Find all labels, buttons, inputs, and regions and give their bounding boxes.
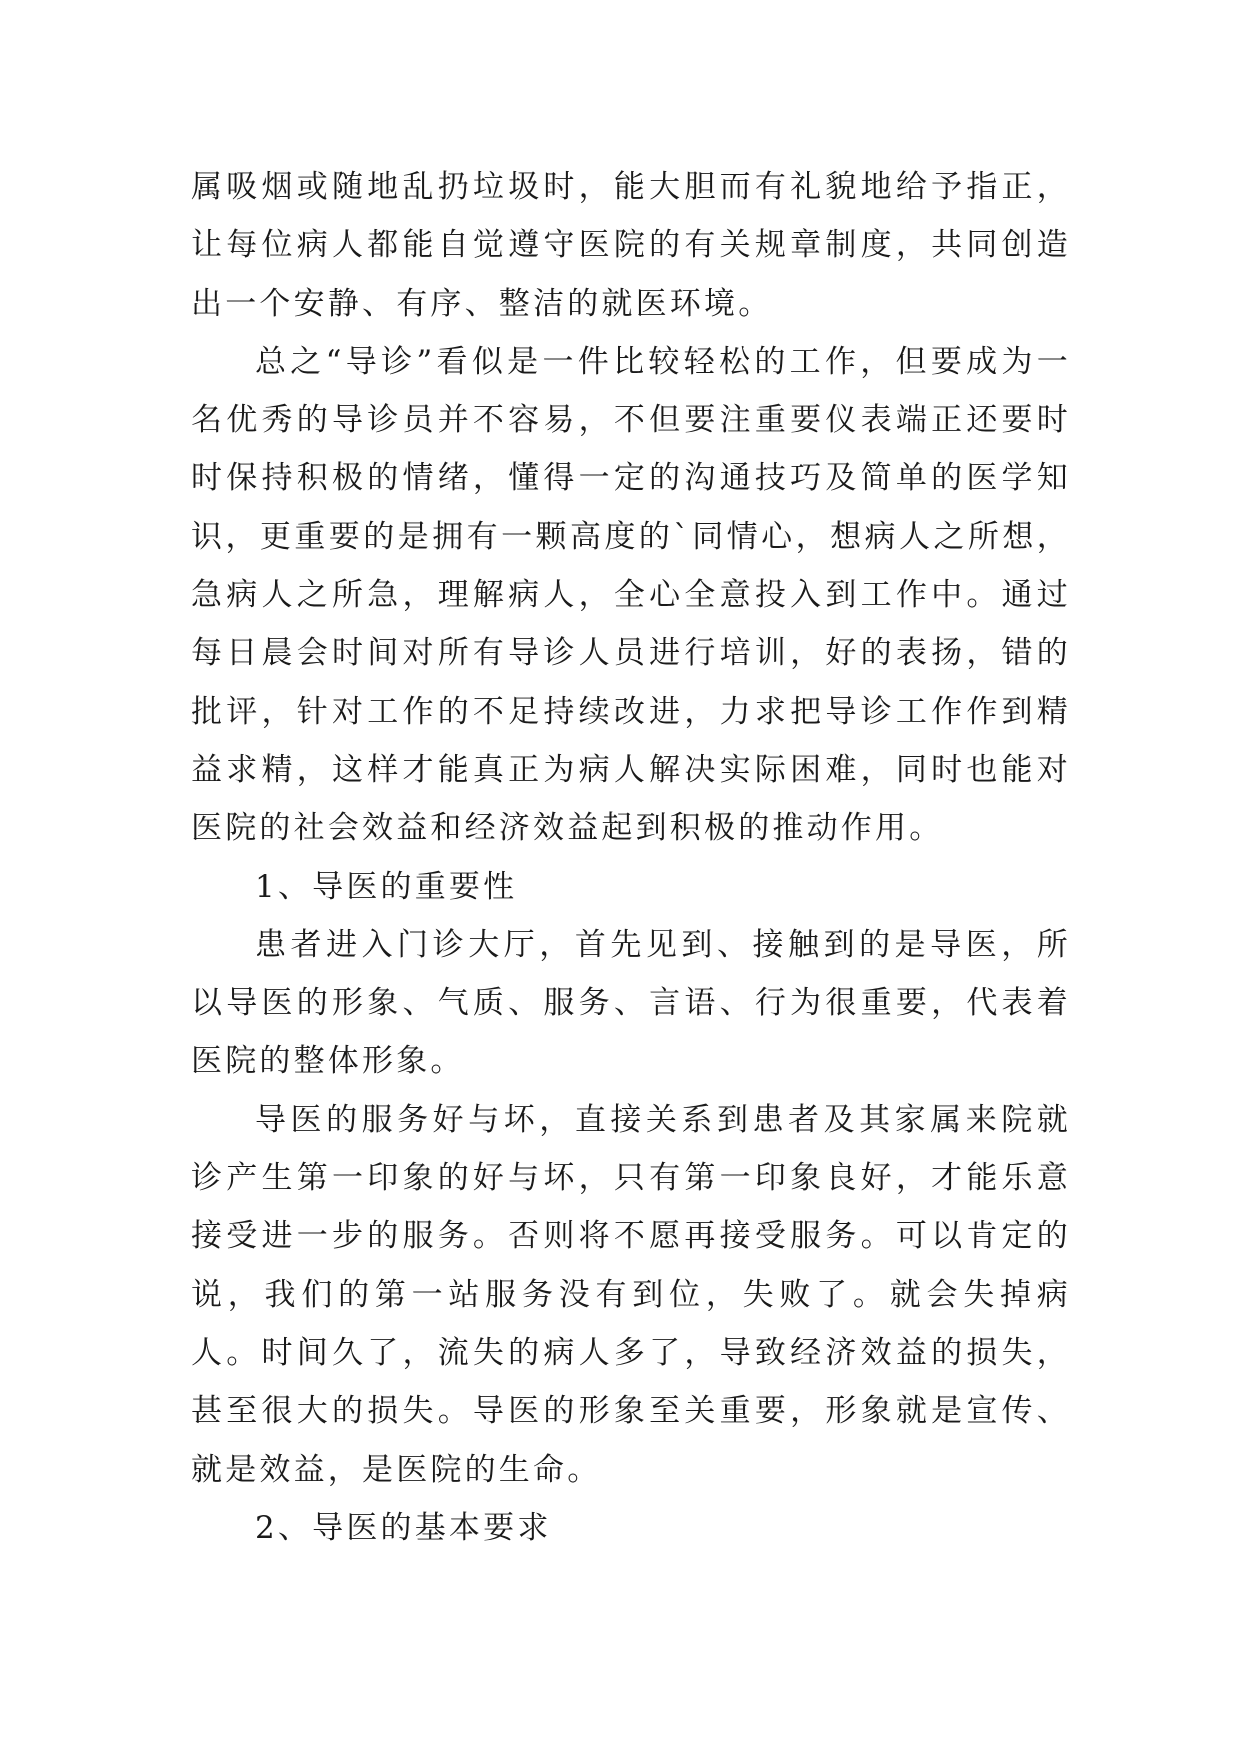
section-heading-requirements: 2、导医的基本要求 — [255, 1509, 552, 1546]
document-body — [191, 158, 1071, 1557]
paragraph-importance-detail: 导医的服务好与坏，直接关系到患者及其家属来院就诊产生第一印象的好与坏，只有第一印象良好，才能乐意接受进一步的服务。否则将不愿再接受服务。可以肯定的说，我们的第一站服务没有到位，失败了。就会失掉病人。时间久了，流失的病人多了，导致经济效益的损失，甚至很大的损失。导医的形象至关重要，形象就是宣传、就是效益，是医院的生命。 — [191, 1101, 1071, 1488]
paragraph-continued: 属吸烟或随地乱扔垃圾时，能大胆而有礼貌地给予指正，让每位病人都能自觉遵守医院的有关规章制度，共同创造出一个安静、有序、整洁的就医环境。 — [191, 169, 1071, 322]
paragraph-summary: 总之“导诊”看似是一件比较轻松的工作，但要成为一名优秀的导诊员并不容易，不但要注重要仪表端正还要时时保持积极的情绪，懂得一定的沟通技巧及简单的医学知识，更重要的是拥有一颗高度的`同情心，想病人之所想，急病人之所急，理解病人，全心全意投入到工作中。通过每日晨会时间对所有导诊人员进行培训，好的表扬，错的批评，针对工作的不足持续改进，力求把导诊工作作到精益求精，这样才能真正为病人解决实际困难，同时也能对医院的社会效益和经济效益起到积极的推动作用。 — [191, 343, 1071, 847]
section-heading-importance: 1、导医的重要性 — [255, 868, 518, 905]
paragraph-importance-intro: 患者进入门诊大厅，首先见到、接触到的是导医，所以导医的形象、气质、服务、言语、行为很重要，代表着医院的整体形象。 — [191, 926, 1071, 1080]
